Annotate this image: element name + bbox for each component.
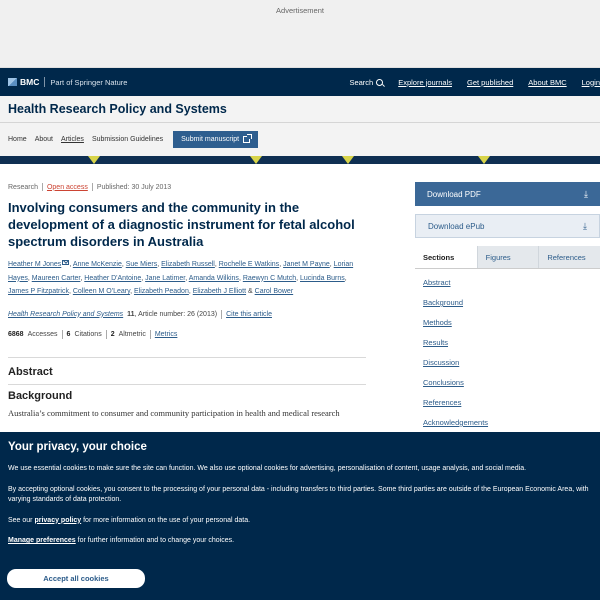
- bmc-logo[interactable]: [8, 77, 39, 87]
- cookie-text-preferences: [8, 536, 592, 547]
- privacy-policy-link[interactable]: privacy policy: [34, 516, 82, 524]
- abstract-text: Australia’s commitment to consumer and community participation in health and medical research: [8, 407, 340, 418]
- download-pdf-label: Download PDF: [427, 189, 481, 199]
- section-link-background[interactable]: Background: [423, 298, 464, 307]
- article-metrics: [8, 330, 366, 339]
- cookie-text-privacy: [8, 516, 592, 527]
- altmetric-count: 2: [110, 330, 115, 338]
- nav-login[interactable]: Login: [581, 77, 600, 87]
- tab-references[interactable]: References: [538, 246, 600, 268]
- author-link[interactable]: Colleen M O'Leary: [72, 288, 131, 295]
- section-link-references[interactable]: References: [423, 398, 462, 407]
- section-link-acknowledgements[interactable]: Acknowledgements: [423, 418, 489, 427]
- springer-nature-label: Part of Springer Nature: [50, 77, 128, 87]
- journal-title[interactable]: Health Research Policy and Systems: [8, 102, 227, 116]
- preferences-text-after: for further information and to change your choices.: [75, 537, 235, 544]
- author-link[interactable]: Maureen Carter: [31, 274, 81, 282]
- meta-divider: [92, 183, 93, 191]
- search-icon: [376, 79, 383, 86]
- download-icon: ⤓: [583, 220, 587, 231]
- citation-journal[interactable]: Health Research Policy and Systems: [8, 310, 124, 318]
- altmetric-label: Altmetric: [118, 330, 146, 338]
- advertisement-label: Advertisement: [276, 6, 324, 15]
- submit-manuscript-label: Submit manuscript: [181, 136, 240, 143]
- nav-explore-journals[interactable]: Explore journals: [398, 77, 452, 87]
- author-list: Heather M Jones , Anne McKenzie, Sue Miers, Elizabeth Russell, Rochelle E Watkins, Janet M Payne, Lorian Hayes, Maureen Carter, Heather D'Antoine, Jane Latimer, Amanda Wilkins, Raewyn C Mutch, Lucinda Burns, James P Fitzpatrick, Colleen M O'Leary, Elizabeth Peadon, Elizabeth J Elliott & Carol Bower: [8, 261, 354, 295]
- journal-nav-submission-guidelines[interactable]: Submission Guidelines: [91, 136, 164, 143]
- search-button[interactable]: [349, 78, 383, 87]
- external-link-icon: [243, 136, 250, 143]
- author-link[interactable]: Carol Bower: [254, 288, 294, 295]
- author-link[interactable]: Raewyn C Mutch: [242, 274, 297, 282]
- journal-title-bar: [0, 96, 600, 123]
- journal-nav-about[interactable]: About: [34, 136, 53, 143]
- author-link[interactable]: Amanda Wilkins: [188, 274, 239, 282]
- author-link[interactable]: Sue Miers: [125, 261, 158, 268]
- site-nav: [349, 78, 600, 87]
- bmc-logo-icon: [8, 78, 17, 86]
- download-pdf-button[interactable]: [415, 182, 600, 206]
- privacy-text-after: for more information on the use of your personal data.: [81, 516, 251, 524]
- cookie-title: Your privacy, your choice: [8, 441, 147, 453]
- citations-label: Citations: [74, 330, 102, 338]
- download-epub-label: Download ePub: [428, 221, 485, 231]
- author-link[interactable]: Elizabeth J Elliott: [192, 288, 247, 295]
- article: [8, 164, 366, 418]
- accept-all-cookies-button[interactable]: Accept all cookies: [7, 569, 145, 588]
- section-link-methods[interactable]: Methods: [423, 318, 452, 327]
- author-link[interactable]: Lucinda Burns: [300, 274, 345, 282]
- author-link[interactable]: Elizabeth Peadon: [133, 288, 189, 295]
- journal-nav: [0, 123, 600, 156]
- accesses-label: Accesses: [27, 330, 58, 338]
- author-ampersand: &: [248, 288, 253, 295]
- citation-volume: 11: [127, 310, 135, 318]
- privacy-text-before: See our: [8, 516, 35, 524]
- nav-about-bmc[interactable]: About BMC: [528, 77, 567, 87]
- section-link-abstract[interactable]: Abstract: [423, 278, 451, 287]
- author-link[interactable]: James P Fitzpatrick: [8, 288, 69, 295]
- author-link[interactable]: Anne McKenzie: [72, 261, 122, 268]
- metrics-link[interactable]: Metrics: [154, 330, 178, 338]
- journal-nav-articles[interactable]: Articles: [60, 136, 84, 143]
- background-heading: Background: [8, 389, 73, 402]
- cookie-consent-banner: [0, 432, 600, 600]
- abstract-heading: Abstract: [8, 365, 53, 378]
- citation-divider: [221, 310, 222, 319]
- author-link[interactable]: Elizabeth Russell: [161, 261, 215, 268]
- journal-nav-home[interactable]: Home: [8, 136, 27, 143]
- main-content: [0, 164, 600, 434]
- meta-divider: [42, 183, 43, 191]
- author-link[interactable]: Lorian Hayes: [8, 261, 354, 282]
- cookie-text-essential: We use essential cookies to make sure the site can function. We also use optional cookies for advertising, personalisation of content, usage analysis, and social media.: [8, 465, 527, 472]
- tab-sections[interactable]: Sections: [415, 246, 477, 268]
- section-list: [415, 269, 600, 433]
- metrics-divider: [150, 330, 151, 339]
- download-epub-button[interactable]: [415, 214, 600, 238]
- citation-article-number: , Article number: 26 (2013): [134, 310, 218, 318]
- citations-count: 6: [66, 330, 71, 338]
- submit-manuscript-button[interactable]: [173, 131, 258, 148]
- manage-preferences-link[interactable]: Manage preferences: [8, 537, 76, 544]
- email-icon[interactable]: [62, 260, 69, 265]
- open-access-link[interactable]: Open access: [46, 183, 88, 191]
- published-date: Published: 30 July 2013: [96, 183, 172, 191]
- site-header: [0, 68, 600, 96]
- divider: [8, 357, 366, 358]
- sidebar-tabs: [415, 246, 600, 269]
- decorative-banner: [0, 156, 600, 164]
- author-link[interactable]: Jane Latimer: [145, 274, 186, 282]
- tab-figures[interactable]: Figures: [477, 246, 539, 268]
- article-meta: [8, 183, 366, 191]
- nav-get-published[interactable]: Get published: [466, 77, 514, 87]
- author-link[interactable]: Heather M Jones: [8, 261, 62, 268]
- metrics-divider: [62, 330, 63, 339]
- download-icon: ⤓: [584, 188, 588, 199]
- search-label: Search: [349, 77, 374, 87]
- divider: [8, 384, 366, 385]
- accesses-count: 6868: [8, 330, 24, 338]
- cite-this-article-link[interactable]: Cite this article: [226, 310, 272, 318]
- section-link-results[interactable]: Results: [423, 338, 449, 347]
- citation-line: [8, 310, 366, 319]
- author-link[interactable]: Rochelle E Watkins: [218, 261, 280, 268]
- article-type: Research: [8, 183, 38, 191]
- cookie-text-consent: By accepting optional cookies, you consent to the processing of your personal data - including transfers to third parties. Some third parties are outside of the European Economic Area, with varying standards of data protection.: [8, 485, 589, 503]
- metrics-divider: [106, 330, 107, 339]
- section-link-conclusions[interactable]: Conclusions: [423, 378, 464, 387]
- bmc-brand: BMC: [20, 77, 40, 87]
- section-link-discussion[interactable]: Discussion: [423, 358, 460, 367]
- article-title: Involving consumers and the community in the development of a diagnostic instrument for fetal alcohol spectrum disorders in Australia: [8, 200, 355, 249]
- author-link[interactable]: Heather D'Antoine: [84, 274, 142, 282]
- advertisement-area: [0, 0, 600, 68]
- author-link[interactable]: Janet M Payne: [283, 261, 330, 268]
- article-sidebar: [415, 182, 600, 433]
- logo-divider: [44, 77, 45, 87]
